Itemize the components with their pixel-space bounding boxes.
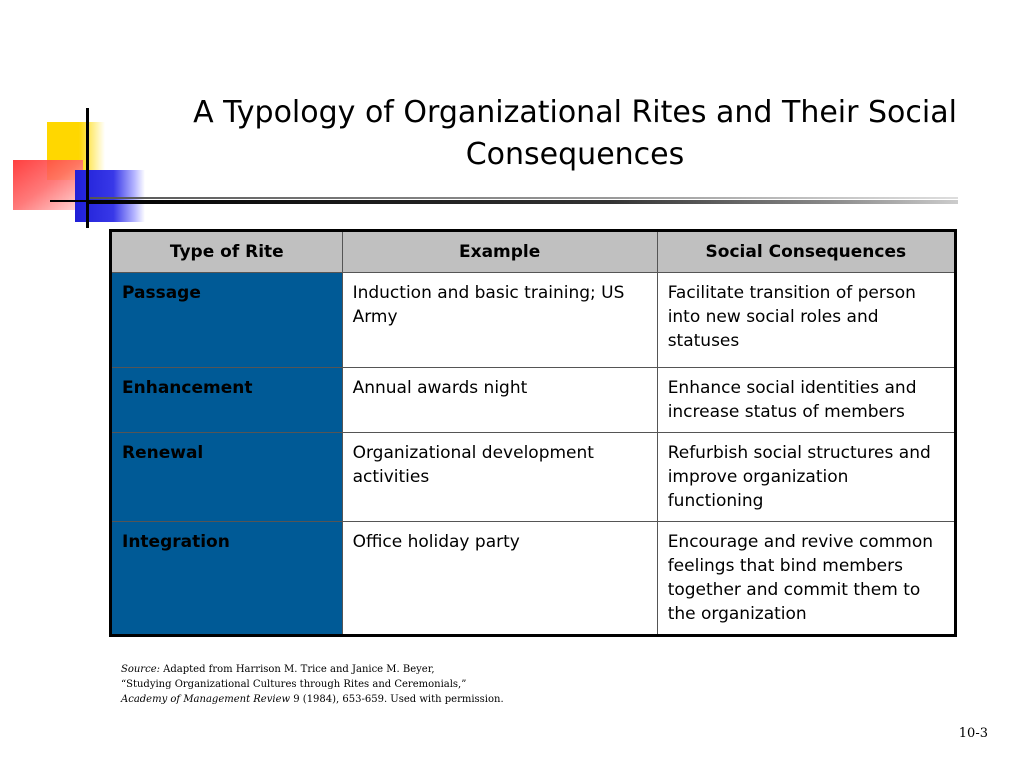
header-social-consequences: Social Consequences [657,231,955,273]
example-cell: Office holiday party [342,522,657,636]
rite-type-cell: Enhancement [111,368,343,433]
source-line-2: “Studying Organizational Cultures through Rites and Ceremonials,” [121,679,467,690]
header-example: Example [342,231,657,273]
table-header-row [111,231,956,273]
example-cell: Annual awards night [342,368,657,433]
table-row [111,433,956,522]
rite-type-cell: Integration [111,522,343,636]
title-rule [88,200,958,204]
source-line-3 [121,692,721,707]
source-details: 9 (1984), 653-659. Used with permission. [293,694,504,705]
rite-type-cell: Renewal [111,433,343,522]
source-label: Source: [121,664,160,675]
logo-vertical-line [86,108,89,228]
table-row [111,522,956,636]
consequences-cell: Encourage and revive common feelings that bind members together and commit them to the organization [657,522,955,636]
slide-title: A Typology of Organizational Rites and Their Social Consequences [193,95,957,172]
logo-red-square [13,160,83,210]
title-rule-top [90,197,958,199]
consequences-cell: Facilitate transition of person into new social roles and statuses [657,273,955,368]
rite-type-cell: Passage [111,273,343,368]
example-cell: Induction and basic training; US Army [342,273,657,368]
logo-horizontal-line [50,200,90,202]
source-line-1 [121,662,721,677]
slide-logo-icon [0,100,150,230]
table-row [111,368,956,433]
source-citation [121,662,721,707]
table-row [111,273,956,368]
consequences-cell: Refurbish social structures and improve organization functioning [657,433,955,522]
consequences-cell: Enhance social identities and increase status of members [657,368,955,433]
header-type-of-rite: Type of Rite [111,231,343,273]
source-authors: Adapted from Harrison M. Trice and Janice M. Beyer, [163,664,435,675]
page-number: 10-3 [958,726,988,741]
example-cell: Organizational development activities [342,433,657,522]
rites-table [109,229,957,637]
source-journal: Academy of Management Review [121,694,291,705]
